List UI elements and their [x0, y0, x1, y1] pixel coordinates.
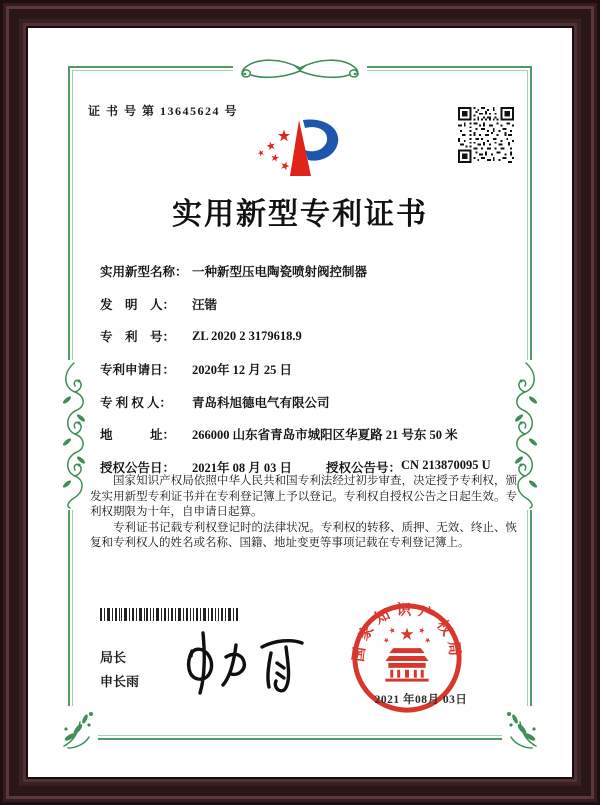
field-value: 一种新型压电陶瓷喷射阀控制器	[192, 265, 368, 280]
field-value: 汪锴	[192, 297, 218, 312]
field-label: 发 明 人：	[100, 297, 176, 312]
seal-ring-text: 国家知识产权局	[350, 602, 464, 663]
top-flourish-ornament-icon	[233, 55, 367, 82]
field-row-patent-no	[100, 320, 540, 353]
field-value: 青岛科旭德电气有限公司	[192, 395, 330, 410]
director-title: 局长	[100, 650, 127, 665]
director-signature-script	[178, 623, 323, 703]
field-row-address	[100, 418, 540, 451]
field-rows	[100, 255, 540, 483]
field-label: 实用新型名称：	[100, 265, 188, 280]
legal-paragraph-2: 专利证书记载专利权登记时的法律状况。专利权的转移、质押、无效、终止、恢复和专利权人的姓名或名称、国籍、地址变更等事项记载在专利登记簿上。	[90, 521, 517, 549]
field-label: 授权公告号：	[326, 460, 402, 475]
cnipa-logo-icon	[254, 116, 342, 178]
field-label: 专 利 权 人：	[100, 395, 172, 410]
certificate-paper	[28, 28, 572, 777]
field-label: 地 址：	[100, 428, 176, 443]
director-name: 申长雨	[100, 674, 140, 689]
field-label: 授权公告日：	[100, 460, 176, 475]
bottom-right-floral-ornament-icon	[502, 706, 542, 750]
legal-paragraph-1: 国家知识产权局依照中华人民共和国专利法经过初步审查，决定授予专利权，颁发实用新型专利证书并在专利登记簿上予以登记。专利权自授权公告之日起生效。专利权期限为十年，自申请日起算。	[90, 475, 517, 518]
field-label: 专 利 号：	[100, 330, 176, 345]
seal-national-emblem	[382, 626, 431, 681]
field-value: ZL 2020 2 3179618.9	[192, 328, 302, 343]
certificate-title: 实用新型专利证书	[172, 198, 428, 231]
field-value: 2020年 12 月 25 日	[192, 363, 293, 378]
bottom-left-floral-ornament-icon	[58, 706, 98, 750]
field-label: 专利申请日：	[100, 363, 176, 378]
field-value: CN 213870095 U	[401, 457, 491, 472]
certificate-number: 证 书 号 第 13645624 号	[88, 104, 239, 118]
barcode-icon	[100, 608, 238, 621]
left-vine-ornament-icon	[56, 360, 90, 510]
legal-text	[90, 474, 517, 552]
field-row-inventor	[100, 288, 540, 321]
field-value: 2021年 08 月 03 日	[192, 460, 293, 475]
qr-code-icon	[458, 107, 514, 163]
field-row-name	[100, 255, 540, 288]
field-value: 266000 山东省青岛市城阳区华夏路 21 号东 50 米	[192, 428, 458, 443]
field-row-patentee	[100, 385, 540, 418]
seal-date: 2021 年08月 03日	[374, 694, 468, 706]
field-row-filing-date	[100, 353, 540, 386]
